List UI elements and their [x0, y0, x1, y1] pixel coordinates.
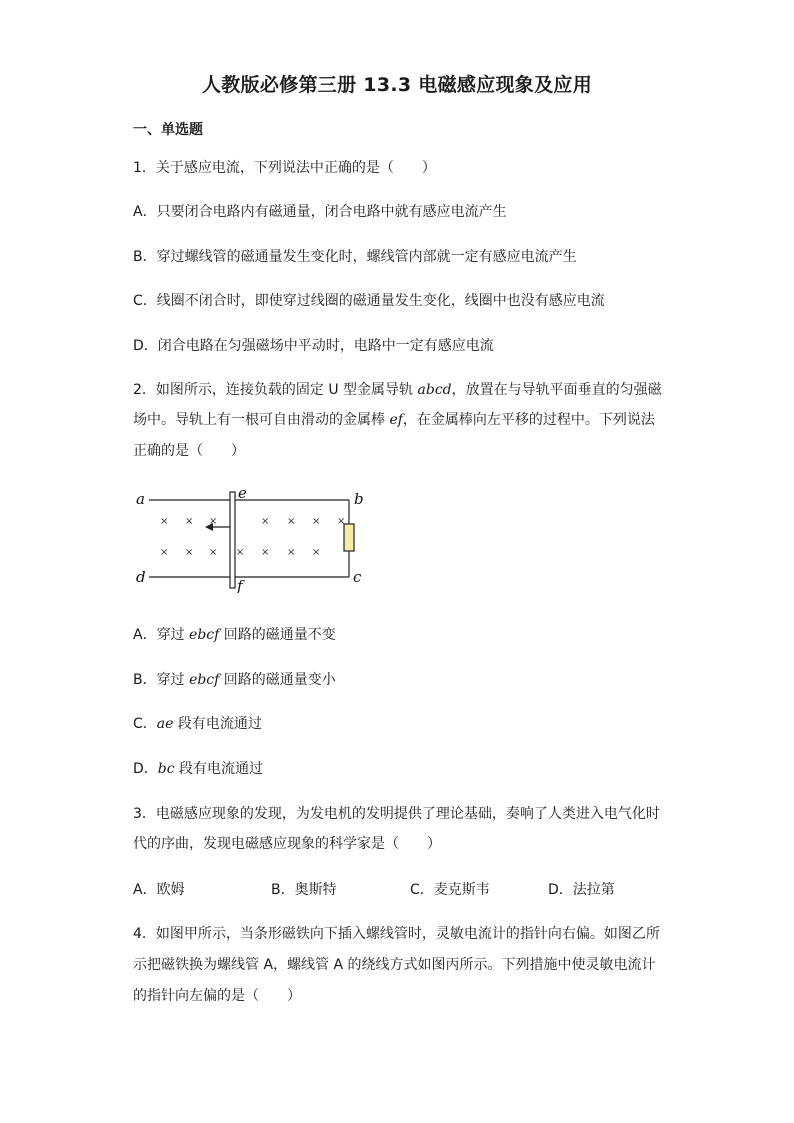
question-2-option-d: D．bc 段有电流通过	[133, 761, 264, 777]
question-3-options	[133, 879, 693, 899]
question-1-option-c: C．线圈不闭合时，即使穿过线圈的磁通量发生变化，线圈中也没有感应电流	[133, 293, 605, 309]
question-1-option-d: D．闭合电路在匀强磁场中平动时，电路中一定有感应电流	[133, 338, 494, 354]
question-3-option-a: A．欧姆	[133, 882, 185, 898]
question-2-stem-line-1: 2．如图所示，连接负载的固定 U 型金属导轨 abcd，放置在与导轨平面垂直的匀强磁	[133, 382, 662, 398]
question-2-option-c: C．ae 段有电流通过	[133, 716, 262, 732]
label-a: a	[136, 490, 145, 508]
label-f: f	[237, 577, 243, 593]
rail-circuit-figure	[133, 487, 368, 593]
label-c: c	[353, 568, 362, 586]
question-4-stem-line-1: 4．如图甲所示，当条形磁铁向下插入螺线管时，灵敏电流计的指针向右偏。如图乙所	[133, 926, 660, 942]
question-2-stem-line-3: 正确的是（ ）	[133, 443, 245, 459]
field-mark: ×	[261, 516, 270, 527]
field-mark: ×	[209, 547, 218, 558]
field-mark: ×	[312, 516, 321, 527]
question-4-stem-line-3: 的指针向左偏的是（ ）	[133, 988, 301, 1004]
field-mark: ×	[261, 547, 270, 558]
question-2-option-b: B．穿过 ebcf 回路的磁通量变小	[133, 672, 336, 688]
field-mark: ×	[209, 516, 218, 527]
question-3-option-c: C．麦克斯韦	[410, 882, 490, 898]
variable-abcd: abcd	[417, 382, 452, 398]
question-3-option-b: B．奥斯特	[271, 882, 337, 898]
field-mark: ×	[185, 516, 194, 527]
question-2-option-a: A．穿过 ebcf 回路的磁通量不变	[133, 627, 336, 643]
question-3-stem-line-1: 3．电磁感应现象的发现，为发电机的发明提供了理论基础，奏响了人类进入电气化时	[133, 806, 660, 822]
field-mark: ×	[312, 547, 321, 558]
field-mark: ×	[337, 516, 346, 527]
question-1-option-a: A．只要闭合电路内有磁通量，闭合电路中就有感应电流产生	[133, 204, 507, 220]
metal-rod-ef	[230, 492, 235, 588]
field-mark: ×	[287, 547, 296, 558]
field-mark: ×	[287, 516, 296, 527]
variable-ef: ef	[389, 412, 403, 428]
load-resistor	[344, 524, 354, 551]
question-1-stem: 1．关于感应电流，下列说法中正确的是（ ）	[133, 160, 436, 176]
page-title: 人教版必修第三册 13.3 电磁感应现象及应用	[201, 74, 592, 96]
label-e: e	[238, 487, 247, 502]
field-mark: ×	[160, 516, 169, 527]
field-mark: ×	[160, 547, 169, 558]
label-d: d	[136, 568, 146, 586]
question-4-stem-line-2: 示把磁铁换为螺线管 A，螺线管 A 的绕线方式如图丙所示。下列措施中使灵敏电流计	[133, 957, 656, 973]
field-mark: ×	[236, 547, 245, 558]
question-2-stem-line-2: 场中。导轨上有一根可自由滑动的金属棒 ef，在金属棒向左平移的过程中。下列说法	[133, 412, 655, 428]
label-b: b	[354, 490, 364, 508]
section-heading: 一、单选题	[133, 122, 203, 138]
field-mark: ×	[185, 547, 194, 558]
question-3-stem-line-2: 代的序曲，发现电磁感应现象的科学家是（ ）	[133, 836, 441, 852]
question-3-option-d: D．法拉第	[548, 882, 615, 898]
question-1-option-b: B．穿过螺线管的磁通量发生变化时，螺线管内部就一定有感应电流产生	[133, 249, 577, 265]
